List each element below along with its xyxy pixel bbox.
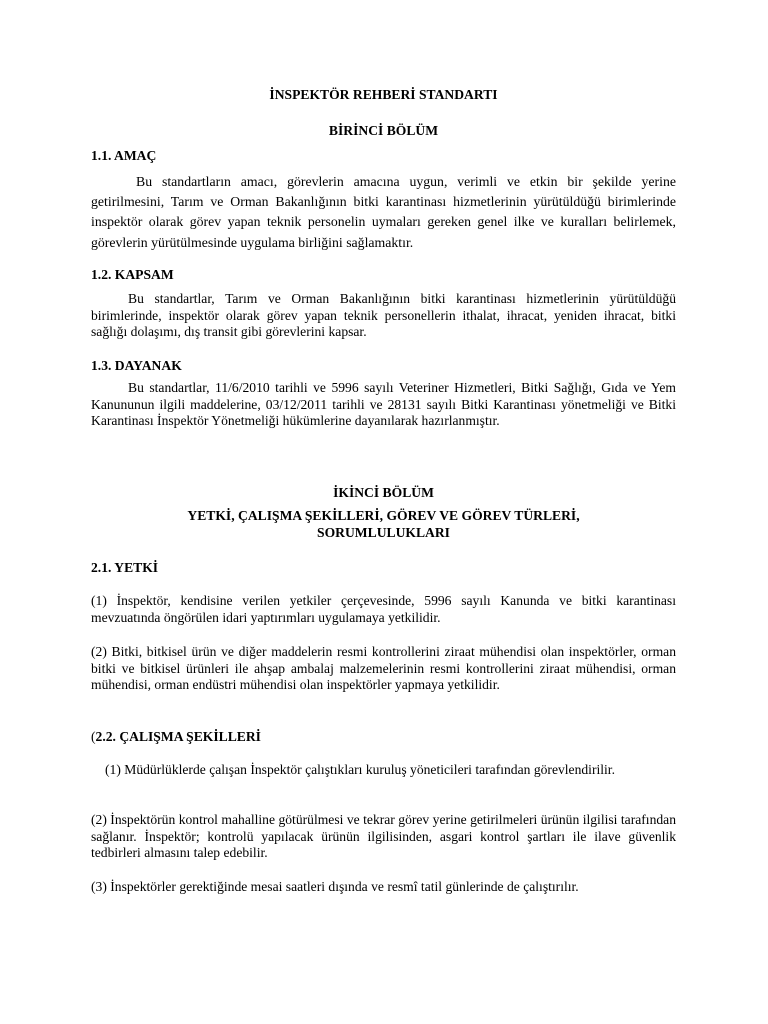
part1-title: BİRİNCİ BÖLÜM (328, 123, 439, 138)
section-1-1-text: Bu standartların amacı, görevlerin amacına uygun, verimli ve etkin bir şekilde yerine getirilmesini, Tarım ve Orman Bakanlığının bitki karantinası hizmetlerinin yürütüldüğü birimlerinde inspektör olarak görev yapan teknik personelin uymaları gereken genel ilke ve kuralları belirlemek, görevlerin yürütülmesinde uygulama birliğini sağlamaktır. (91, 174, 676, 250)
section-2-2-paragraph-2: (2) İnspektörün kontrol mahalline götürülmesi ve tekrar görev yerine getirilmeleri ürünün ilgilisi tarafından sağlanır. İnspektör; kontrolü yapılacak ürünün ilgilisinden, asgari kontrol şartları ile ilave güvenlik tedbirleri almasını talep edebilir. (91, 812, 676, 861)
section-2-2-heading-text: 2.2. ÇALIŞMA ŞEKİLLERİ (95, 729, 261, 744)
section-1-2-heading: 1.2. KAPSAM (91, 267, 174, 282)
document-title: İNSPEKTÖR REHBERİ STANDARTI (269, 87, 498, 102)
section-2-1-heading: 2.1. YETKİ (91, 560, 159, 575)
section-1-1-heading: 1.1. AMAÇ (91, 148, 157, 163)
part2-subtitle-line2: SORUMLULUKLARI (317, 525, 450, 540)
section-2-2-paragraph-1: (1) Müdürlüklerde çalışan İnspektör çalıştıkları kuruluş yöneticileri tarafından görevlendirilir. (105, 762, 615, 777)
part2-subtitle-line1: YETKİ, ÇALIŞMA ŞEKİLLERİ, GÖREV VE GÖREV TÜRLERİ, (187, 508, 580, 523)
section-2-2-paragraph-3: (3) İnspektörler gerektiğinde mesai saatleri dışında ve resmî tatil günlerinde de çalıştırılır. (91, 879, 579, 894)
section-1-3-heading: 1.3. DAYANAK (91, 358, 182, 373)
section-2-1-paragraph-1: (1) İnspektör, kendisine verilen yetkiler çerçevesinde, 5996 sayılı Kanunda ve bitki karantinası mevzuatında öngörülen idari yaptırımları uygulamaya yetkilidir. (91, 593, 676, 625)
section-1-3-text: Bu standartlar, 11/6/2010 tarihli ve 5996 sayılı Veteriner Hizmetleri, Bitki Sağlığı, Gıda ve Yem Kanununun ilgili maddelerine, 03/12/2011 tarihli ve 28131 sayılı Bitki Karantinası yönetmeliği ve Bitki Karantinası İnspektör Yönetmeliği hükümlerine dayanılarak hazırlanmıştır. (91, 380, 676, 429)
section-2-1-paragraph-2: (2) Bitki, bitkisel ürün ve diğer maddelerin resmi kontrollerini ziraat mühendisi olan inspektörler, orman bitki ve bitkisel ürünleri ile ahşap ambalaj malzemelerinin resmi kontrollerini ziraat mühendisi, orman mühendisi, orman endüstri mühendisi olan inspektörler yapmaya yetkilidir. (91, 644, 676, 693)
section-1-2-text: Bu standartlar, Tarım ve Orman Bakanlığının bitki karantinası hizmetlerinin yürütüldüğü birimlerinde, inspektör olarak görev yapan teknik personellerin ithalat, ihracat, yeniden ihracat, bitki sağlığı dolaşımı, dış transit gibi görevlerini kapsar. (91, 291, 676, 340)
part2-title: İKİNCİ BÖLÜM (333, 485, 434, 500)
section-2-2-prefix: ( (91, 729, 96, 744)
section-2-2-heading (91, 729, 261, 746)
